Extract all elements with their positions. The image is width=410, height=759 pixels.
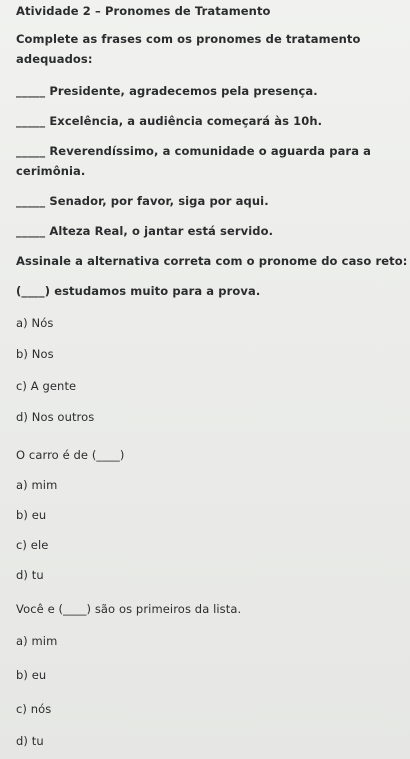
sentence-presidente: _____ Presidente, agradecemos pela presença. [16,84,318,98]
worksheet-title: Atividade 2 – Pronomes de Tratamento [16,4,271,18]
question-3-stem: Você e (____) são os primeiros da lista. [16,602,242,616]
question-1-option-c: c) A gente [16,379,77,393]
sentence-reverendissimo-cont: cerimônia. [16,164,86,178]
question-3-option-b: b) eu [16,668,47,682]
question-2-option-a: a) mim [16,478,58,492]
question-1-stem: (____) estudamos muito para a prova. [16,284,261,298]
question-3-option-a: a) mim [16,634,58,648]
sentence-alteza: _____ Alteza Real, o jantar está servido. [16,224,274,238]
question-1-option-d: d) Nos outros [16,410,95,424]
question-2-option-b: b) eu [16,508,47,522]
sentence-excelencia: _____ Excelência, a audiência começará às 10h. [16,114,323,128]
question-2-option-c: c) ele [16,538,49,552]
instruction-line-1: Complete as frases com os pronomes de tratamento [16,32,361,46]
question-3-option-d: d) tu [16,734,44,748]
instruction-line-2: adequados: [16,52,93,66]
question-intro: Assinale a alternativa correta com o pronome do caso reto: [16,254,408,268]
question-2-stem: O carro é de (____) [16,448,125,462]
sentence-reverendissimo: _____ Reverendíssimo, a comunidade o aguarda para a [16,144,372,158]
question-2-option-d: d) tu [16,568,44,582]
sentence-senador: _____ Senador, por favor, siga por aqui. [16,194,269,208]
question-1-option-b: b) Nos [16,347,54,361]
question-1-option-a: a) Nós [16,316,54,330]
question-3-option-c: c) nós [16,702,52,716]
